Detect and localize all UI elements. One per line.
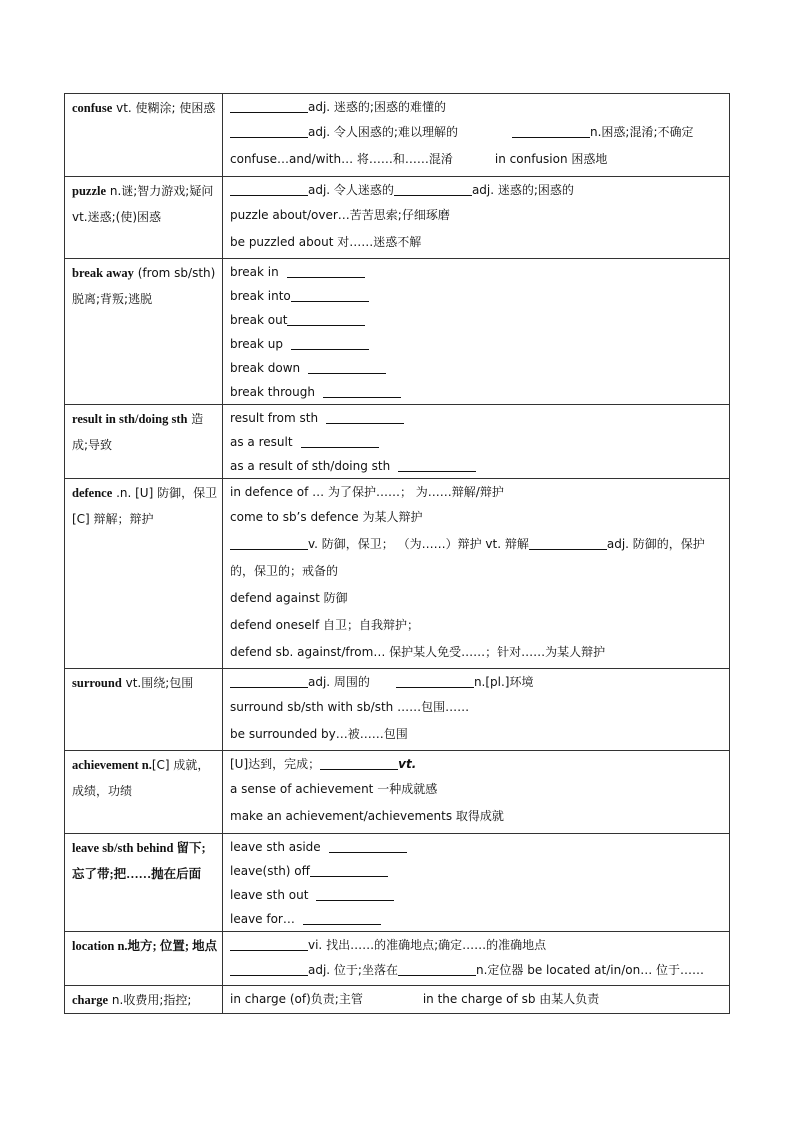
usage-line: confuse…and/with… 将……和……混淆 in confusion 困惑地 [230, 152, 608, 166]
usage-line: a sense of achievement 一种成就感 [230, 782, 438, 796]
fill-blank[interactable] [230, 98, 308, 113]
usage-line: adj. 令人困惑的;难以理解的 n.困惑;混淆;不确定 [230, 119, 723, 146]
fill-blank[interactable] [230, 535, 308, 550]
usage-line: leave for… [230, 907, 723, 931]
usage-cell [223, 405, 730, 479]
table-row [65, 479, 730, 669]
usage-cell [223, 751, 730, 834]
table-row [65, 834, 730, 932]
usage-line: in defence of … 为了保护……； 为……辩解/辩护 [230, 485, 504, 499]
headword-gloss: 造成;导致 [72, 412, 204, 452]
fill-blank[interactable] [512, 123, 590, 138]
usage-line: come to sb’s defence 为某人辩护 [230, 510, 423, 524]
usage-cell [223, 177, 730, 259]
usage-line: result from sth [230, 406, 723, 430]
usage-line: break out [230, 308, 723, 332]
usage-line: defend against 防御 [230, 591, 348, 605]
usage-line: in charge (of)负责;主管 in the charge of sb 由某人负责 [230, 992, 600, 1006]
usage-cell [223, 986, 730, 1014]
usage-line: leave(sth) off [230, 859, 723, 883]
usage-line: puzzle about/over…苦苦思索;仔细琢磨 [230, 208, 450, 222]
usage-line: adj. 位于;坐落在 n.定位器 be located at/in/on… 位于…… [230, 957, 723, 984]
usage-line: leave sth out [230, 883, 723, 907]
fill-blank[interactable] [398, 961, 476, 976]
usage-line: v. 防御，保卫； （为……）辩护 vt. 辩解 adj. 防御的，保护的，保卫的；戒备的 [230, 537, 705, 578]
headword-gloss: vt.围绕;包围 [121, 676, 194, 690]
usage-line: break up [230, 332, 723, 356]
usage-line: break in [230, 260, 723, 284]
fill-blank[interactable] [230, 673, 308, 688]
table-row [65, 986, 730, 1014]
fill-blank[interactable] [323, 383, 401, 398]
usage-line: break into [230, 284, 723, 308]
table-row [65, 751, 730, 834]
headword-gloss: vt. 使糊涂; 使困惑 [112, 101, 216, 115]
headword: achievement n. [72, 758, 152, 772]
fill-blank[interactable] [301, 433, 379, 448]
fill-blank[interactable] [320, 755, 398, 770]
fill-blank[interactable] [230, 123, 308, 138]
usage-line: defend sb. against/from… 保护某人免受……；针对……为某人辩护 [230, 645, 606, 659]
usage-line: break down [230, 356, 723, 380]
usage-line: vi. 找出……的准确地点;确定……的准确地点 [230, 933, 723, 957]
fill-blank[interactable] [287, 263, 365, 278]
headword-cell [65, 834, 223, 932]
headword: leave sb/sth behind 留下;忘了带;把……抛在后面 [72, 841, 206, 881]
fill-blank[interactable] [316, 886, 394, 901]
headword-cell [65, 177, 223, 259]
headword: charge [72, 993, 109, 1007]
usage-line: make an achievement/achievements 取得成就 [230, 809, 504, 823]
headword: break away [72, 266, 134, 280]
vocabulary-table [64, 93, 730, 1014]
usage-line: leave sth aside [230, 835, 723, 859]
fill-blank[interactable] [303, 910, 381, 925]
headword: defence [72, 486, 113, 500]
usage-cell [223, 932, 730, 986]
usage-line: defend oneself 自卫；自我辩护； [230, 618, 419, 632]
headword-cell [65, 259, 223, 405]
fill-blank[interactable] [329, 838, 407, 853]
headword: puzzle [72, 184, 107, 198]
usage-line: adj. 令人迷惑的 adj. 迷惑的;困惑的 [230, 178, 723, 202]
usage-cell [223, 479, 730, 669]
headword-cell [65, 932, 223, 986]
headword: result in sth/doing sth [72, 412, 188, 426]
table-row [65, 177, 730, 259]
fill-blank[interactable] [394, 181, 472, 196]
usage-cell [223, 259, 730, 405]
usage-line: be surrounded by…被……包围 [230, 727, 408, 741]
headword-gloss: (from sb/sth)脱离;背叛;逃脱 [72, 266, 216, 306]
fill-blank[interactable] [396, 673, 474, 688]
usage-line: break through [230, 380, 723, 404]
headword-gloss: n.收费用;指控; [108, 993, 192, 1007]
fill-blank[interactable] [308, 359, 386, 374]
fill-blank[interactable] [529, 535, 607, 550]
fill-blank[interactable] [230, 181, 308, 196]
fill-blank[interactable] [326, 409, 404, 424]
usage-line: adj. 周围的 n.[pl.]环境 [230, 670, 723, 694]
usage-cell [223, 94, 730, 177]
usage-line: adj. 迷惑的;困惑的难懂的 [230, 95, 723, 119]
headword: location n.地方; 位置; 地点 [72, 939, 218, 953]
headword-cell [65, 479, 223, 669]
headword: surround [72, 676, 122, 690]
table-row [65, 669, 730, 751]
table-row [65, 259, 730, 405]
headword: confuse [72, 101, 113, 115]
fill-blank[interactable] [291, 335, 369, 350]
table-row [65, 94, 730, 177]
usage-line: surround sb/sth with sb/sth ……包围…… [230, 700, 470, 714]
fill-blank[interactable] [230, 936, 308, 951]
usage-line: be puzzled about 对……迷惑不解 [230, 235, 422, 249]
table-row [65, 405, 730, 479]
headword-cell [65, 986, 223, 1014]
usage-line: as a result [230, 430, 723, 454]
headword-gloss: n.谜;智力游戏;疑问 vt.迷惑;(使)困惑 [72, 184, 214, 224]
headword-cell [65, 94, 223, 177]
usage-line: [U]达到，完成； vt. [230, 757, 417, 771]
fill-blank[interactable] [291, 287, 369, 302]
usage-line: as a result of sth/doing sth [230, 454, 723, 478]
headword-cell [65, 751, 223, 834]
fill-blank[interactable] [287, 311, 365, 326]
table-row [65, 932, 730, 986]
headword-gloss: .n. [U] 防御，保卫 [C] 辩解；辩护 [72, 486, 218, 526]
usage-cell [223, 669, 730, 751]
usage-cell [223, 834, 730, 932]
headword-gloss: [C] 成就，成绩，功绩 [72, 758, 210, 798]
fill-blank[interactable] [230, 961, 308, 976]
headword-cell [65, 669, 223, 751]
fill-blank[interactable] [398, 457, 476, 472]
headword-cell [65, 405, 223, 479]
fill-blank[interactable] [310, 862, 388, 877]
